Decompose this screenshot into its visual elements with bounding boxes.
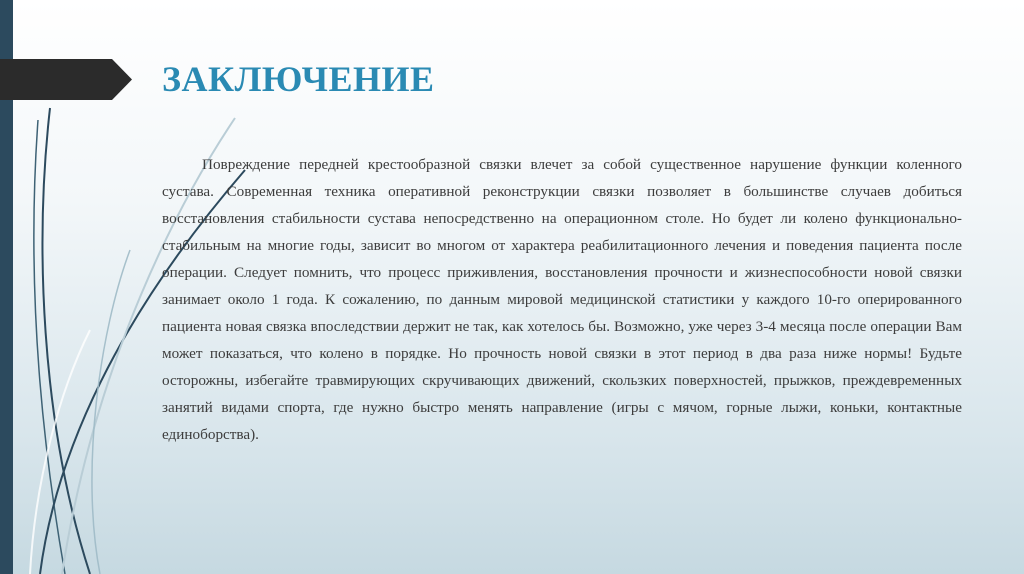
slide-body-text: Повреждение передней крестообразной связки влечет за собой существенное нарушение функции коленного сустава. Современная техника оперативной реконструкции связки позволяет в большинстве случаев добиться восстановления стабильности сустава непосредственно на операционном столе. Но будет ли колено функционально-стабильным на многие годы, зависит во многом от характера реабилитационного лечения и поведения пациента после операции. Следует помнить, что процесс приживления, восстановления прочности и жизнеспособности новой связки занимает около 1 года. К сожалению, по данным мировой медицинской статистики у каждого 10-го оперированного пациента новая связка впоследствии держит не так, как хотелось бы. Возможно, уже через 3-4 месяца после операции Вам может показаться, что колено в порядке. Но прочность новой связки в этот период в два раза ниже нормы! Будьте осторожны, избегайте травмирующих скручивающих движений, скользких поверхностей, прыжков, преждевременных занятий видами спорта, где нужно быстро менять направление (игры с мячом, горные лыжи, коньки, контактные единоборства).	[162, 156, 962, 443]
slide-title: ЗАКЛЮЧЕНИЕ	[162, 59, 435, 99]
decor-curve-6	[92, 250, 130, 574]
decor-curve-1	[43, 108, 90, 574]
decor-curve-5	[30, 330, 90, 574]
title-tab-arrow	[0, 59, 132, 100]
decor-curve-2	[34, 120, 65, 574]
